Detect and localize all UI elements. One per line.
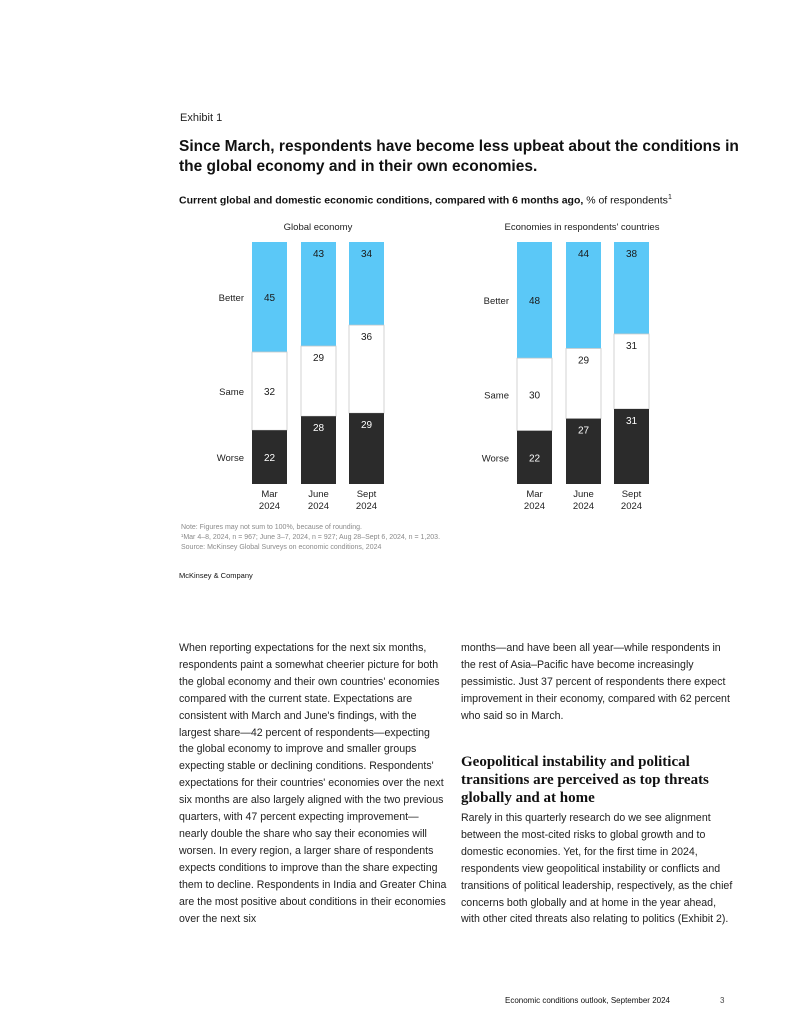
data-label: 45 — [263, 293, 276, 304]
category-label: Sept — [621, 489, 642, 500]
data-label: 32 — [263, 387, 276, 399]
section-heading: Geopolitical instability and political transitions are perceived as top threats globally and at home — [461, 754, 709, 806]
category-label: 2024 — [572, 501, 595, 512]
series-label-same: Same — [484, 390, 509, 402]
series-label-same: Same — [219, 387, 244, 399]
body-right-column — [461, 640, 733, 725]
data-label: 27 — [577, 425, 590, 437]
chart-note: Note: Figures may not sum to 100%, because of rounding. — [181, 524, 362, 531]
series-label-worse: Worse — [216, 453, 244, 465]
series-label-worse: Worse — [481, 453, 509, 465]
body-right-column-lower — [461, 810, 733, 928]
data-label: 22 — [263, 453, 276, 465]
data-label: 43 — [312, 249, 325, 260]
category-label: Mar — [261, 489, 278, 500]
data-label: 44 — [577, 249, 590, 260]
data-label: 31 — [625, 340, 638, 352]
data-label: 29 — [312, 353, 325, 365]
category-label: Mar — [526, 489, 543, 500]
category-label: 2024 — [258, 501, 281, 512]
panel-title: Economies in respondents' countries — [504, 222, 660, 233]
category-label: 2024 — [355, 501, 378, 512]
data-label: 29 — [577, 355, 590, 367]
data-label: 36 — [360, 332, 373, 344]
category-label: 2024 — [620, 501, 643, 512]
series-label-better: Better — [483, 296, 509, 308]
body-paragraph: When reporting expectations for the next six months, respondents paint a somewhat cheerier picture for both the global economy and their own countries' economies compared with the current state. Expectations are consistent with March and June's findings, with the largest share—42 percent of respondents—expecting the global economy to improve and smaller groups expecting stable or declining conditions. Respondents' expectations for their countries' economies over the next six months are also largely aligned with the two previous quarters, with 47 percent expecting improvement—nearly double the share who say their economies will worsen. In every region, a larger share of respondents expects conditions to improve than the share expecting them to decline. Respondents in India and Greater China are the most positive about conditions in their economies over the next six — [179, 642, 447, 925]
panel-title: Global economy — [283, 222, 353, 233]
body-paragraph: months—and have been all year—while respondents in the rest of Asia–Pacific have become increasingly pessimistic. Just 37 percent of respondents there expect improvement in their economy, compared with 62 percent who said so in March. — [461, 642, 730, 722]
page-number: 3 — [720, 996, 725, 1005]
category-label: 2024 — [307, 501, 330, 512]
data-label: 31 — [625, 415, 638, 427]
chart-source: Source: McKinsey Global Surveys on economic conditions, 2024 — [181, 544, 382, 551]
footer-label: Economic conditions outlook, September 2024 — [505, 996, 670, 1005]
data-label: 22 — [528, 453, 541, 465]
data-label: 29 — [360, 420, 373, 432]
chart-subtitle-unit: % of respondents — [583, 194, 668, 207]
data-label: 48 — [528, 296, 541, 308]
body-paragraph: Rarely in this quarterly research do we see alignment between the most-cited risks to global growth and to domestic economies. Yet, for the first time in 2024, respondents view geopolitical instability or conflicts and transitions of political leadership, respectively, as the chief concerns both globally and at home in the year ahead, with other cited threats also relating to politics (Exhibit 2). — [461, 812, 733, 926]
chart-subtitle-note-mark: 1 — [667, 194, 672, 201]
data-label: 30 — [528, 390, 541, 402]
exhibit-label: Exhibit 1 — [180, 112, 223, 124]
category-label: 2024 — [523, 501, 546, 512]
chart-footnote: ¹Mar 4–8, 2024, n = 967; June 3–7, 2024, n = 927; Aug 28–Sept 6, 2024, n = 1,203. — [181, 534, 441, 541]
category-label: Sept — [356, 489, 377, 500]
chart-subtitle-bold: Current global and domestic economic conditions, compared with 6 months ago, — [179, 194, 584, 207]
category-label: June — [308, 489, 329, 500]
exhibit-title: Since March, respondents have become less upbeat about the conditions in the global economy and in their own economies. — [179, 138, 739, 175]
body-left-column — [179, 640, 447, 927]
series-label-better: Better — [218, 293, 244, 304]
data-label: 38 — [625, 249, 638, 260]
data-label: 34 — [360, 249, 373, 260]
category-label: June — [573, 489, 594, 500]
brand-label: McKinsey & Company — [179, 571, 253, 580]
data-label: 28 — [312, 423, 325, 435]
